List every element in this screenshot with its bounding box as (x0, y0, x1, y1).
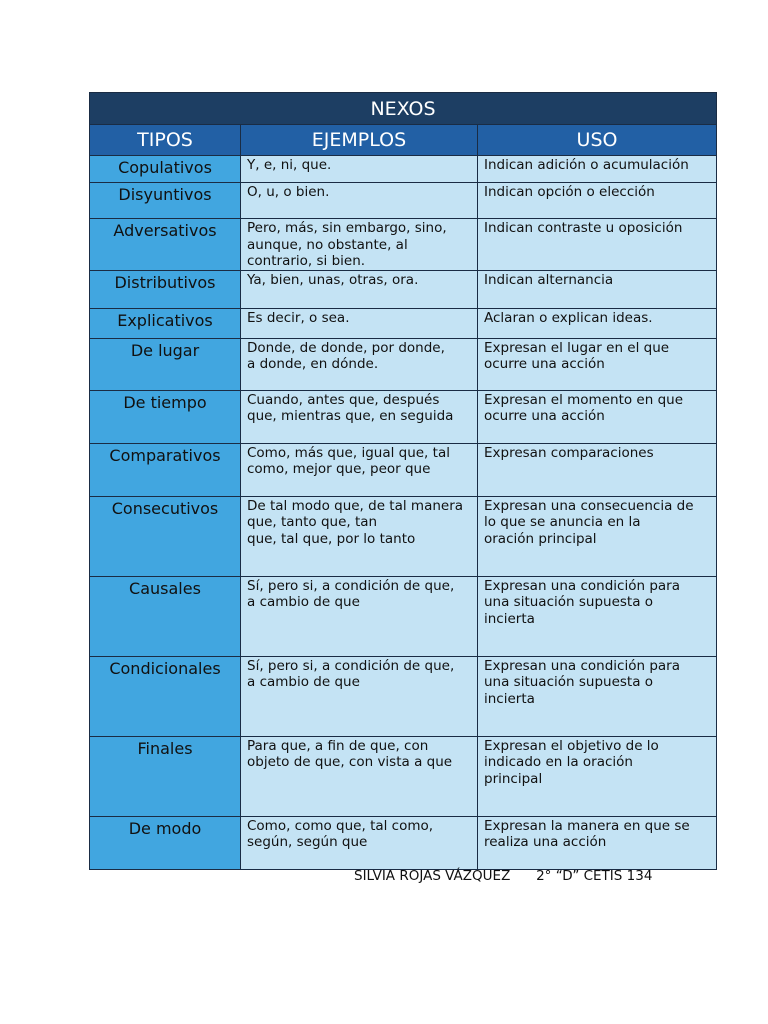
header-ejemplos: EJEMPLOS (241, 125, 478, 156)
cell-ejemplos (241, 816, 478, 869)
table-row (90, 219, 717, 271)
ejemplos-line: a donde, en dónde. (247, 356, 379, 372)
footer-author: SILVIA ROJAS VÁZQUEZ (354, 868, 511, 884)
cell-ejemplos (241, 156, 478, 183)
header-uso: USO (478, 125, 717, 156)
uso-line: incierta (484, 690, 535, 707)
cell-uso (478, 816, 717, 869)
cell-tipo: Causales (90, 576, 241, 656)
cell-tipo: Condicionales (90, 656, 241, 736)
uso-line: indicado en la oración (484, 754, 633, 770)
table-row (90, 656, 717, 736)
uso-line: principal (484, 770, 543, 787)
cell-uso (478, 308, 717, 338)
ejemplos-line: a cambio de que (247, 674, 360, 690)
cell-tipo: De lugar (90, 338, 241, 390)
table-row (90, 443, 717, 496)
uso-line: Indican alternancia (484, 271, 614, 288)
footer-group: 2° “D” CETIS 134 (536, 868, 653, 884)
table-body (90, 156, 717, 870)
table-row (90, 576, 717, 656)
cell-ejemplos (241, 270, 478, 308)
cell-tipo: De modo (90, 816, 241, 869)
uso-line: Indican adición o acumulación (484, 157, 689, 173)
uso-line: Indican contraste u oposición (484, 220, 683, 236)
uso-line: Expresan el momento en que (484, 391, 683, 408)
uso-line: una situación supuesta o (484, 594, 654, 610)
ejemplos-line: que, tal que, por lo tanto (247, 530, 416, 547)
cell-uso (478, 338, 717, 390)
cell-uso (478, 443, 717, 496)
table-row (90, 270, 717, 308)
ejemplos-line: Y, e, ni, que. (247, 157, 332, 173)
table-row (90, 816, 717, 869)
ejemplos-line: Ya, bien, unas, otras, ora. (247, 271, 419, 288)
cell-ejemplos (241, 308, 478, 338)
footer (354, 868, 652, 884)
table-title: NEXOS (90, 93, 717, 125)
uso-line: una situación supuesta o (484, 674, 654, 690)
uso-line: Indican opción o elección (484, 184, 655, 200)
header-tipos: TIPOS (90, 125, 241, 156)
cell-uso (478, 390, 717, 443)
table-row (90, 183, 717, 219)
cell-tipo: Copulativos (90, 156, 241, 183)
ejemplos-line: Como, como que, tal como, (247, 817, 434, 834)
cell-uso (478, 496, 717, 576)
cell-tipo: Consecutivos (90, 496, 241, 576)
uso-line: ocurre una acción (484, 408, 605, 424)
cell-ejemplos (241, 736, 478, 816)
uso-line: Expresan la manera en que se (484, 817, 690, 834)
ejemplos-line: Donde, de donde, por donde, (247, 339, 445, 356)
cell-ejemplos (241, 183, 478, 219)
table-row (90, 308, 717, 338)
ejemplos-line: que, mientras que, en seguida (247, 408, 454, 424)
uso-line: ocurre una acción (484, 356, 605, 372)
ejemplos-line: De tal modo que, de tal manera (247, 497, 464, 514)
cell-uso (478, 656, 717, 736)
ejemplos-line: Sí, pero si, a condición de que, (247, 657, 455, 674)
uso-line: incierta (484, 610, 535, 627)
cell-uso (478, 736, 717, 816)
cell-ejemplos (241, 656, 478, 736)
ejemplos-line: Como, más que, igual que, tal (247, 444, 450, 461)
ejemplos-line: Para que, a fin de que, con (247, 737, 429, 754)
uso-line: Expresan una condición para (484, 577, 680, 594)
table-row (90, 390, 717, 443)
uso-line: Expresan una condición para (484, 657, 680, 674)
ejemplos-line: a cambio de que (247, 594, 360, 610)
cell-tipo: Comparativos (90, 443, 241, 496)
ejemplos-line: Pero, más, sin embargo, sino, (247, 220, 447, 236)
cell-ejemplos (241, 219, 478, 271)
ejemplos-line: contrario, si bien. (247, 253, 366, 269)
table-row (90, 496, 717, 576)
ejemplos-line: O, u, o bien. (247, 184, 330, 200)
uso-line: Expresan una consecuencia de (484, 497, 694, 514)
uso-line: oración principal (484, 530, 597, 547)
cell-tipo: Explicativos (90, 308, 241, 338)
cell-ejemplos (241, 496, 478, 576)
uso-line: Expresan el objetivo de lo (484, 737, 659, 754)
ejemplos-line: Sí, pero si, a condición de que, (247, 577, 455, 594)
cell-tipo: Disyuntivos (90, 183, 241, 219)
ejemplos-line: como, mejor que, peor que (247, 461, 431, 477)
cell-tipo: Finales (90, 736, 241, 816)
cell-uso (478, 576, 717, 656)
uso-line: Aclaran o explican ideas. (484, 309, 653, 326)
ejemplos-line: aunque, no obstante, al (247, 236, 408, 253)
table-row (90, 156, 717, 183)
table-row (90, 338, 717, 390)
ejemplos-line: Es decir, o sea. (247, 309, 350, 326)
cell-ejemplos (241, 338, 478, 390)
ejemplos-line: objeto de que, con vista a que (247, 754, 453, 770)
cell-ejemplos (241, 390, 478, 443)
table-row (90, 736, 717, 816)
cell-uso (478, 219, 717, 271)
cell-ejemplos (241, 576, 478, 656)
uso-line: Expresan el lugar en el que (484, 339, 670, 356)
uso-line: Expresan comparaciones (484, 444, 654, 461)
ejemplos-line: Cuando, antes que, después (247, 391, 440, 408)
ejemplos-line: que, tanto que, tan (247, 514, 378, 530)
cell-tipo: Distributivos (90, 270, 241, 308)
cell-ejemplos (241, 443, 478, 496)
uso-line: lo que se anuncia en la (484, 514, 641, 530)
uso-line: realiza una acción (484, 834, 607, 850)
nexos-table (89, 92, 717, 870)
cell-uso (478, 183, 717, 219)
ejemplos-line: según, según que (247, 834, 368, 850)
cell-uso (478, 270, 717, 308)
cell-tipo: De tiempo (90, 390, 241, 443)
cell-tipo: Adversativos (90, 219, 241, 271)
cell-uso (478, 156, 717, 183)
